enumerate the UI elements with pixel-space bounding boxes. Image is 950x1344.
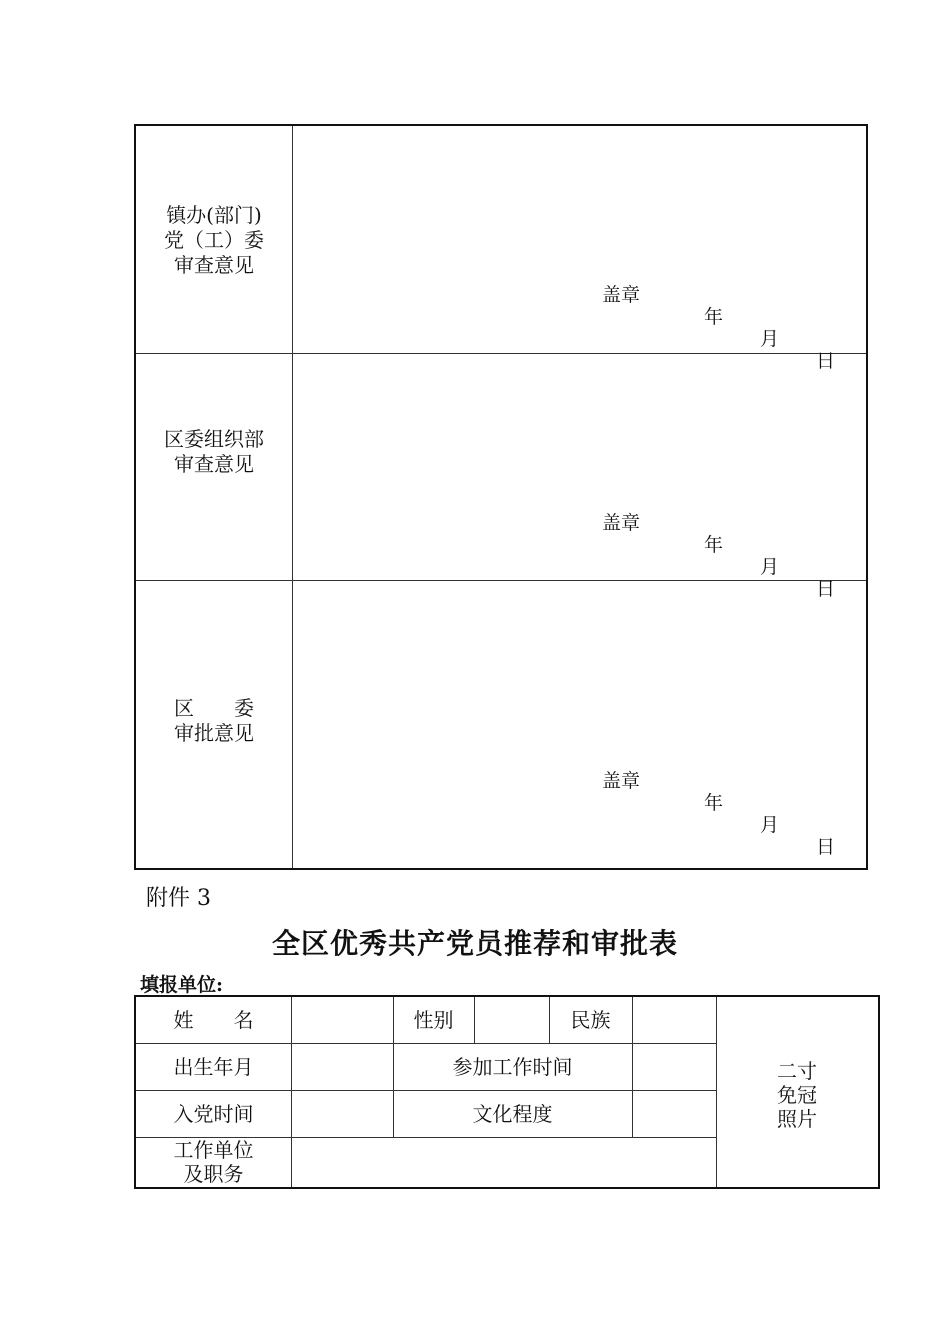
nominee-form-table xyxy=(134,995,880,1189)
review-table xyxy=(134,124,868,870)
stamp-date-line xyxy=(602,744,836,876)
review-row-org-department xyxy=(136,354,866,600)
year-label: 年 xyxy=(704,306,724,328)
birth-label-text: 出生年月 xyxy=(173,1054,254,1079)
photo-placeholder xyxy=(716,997,878,1187)
review-label xyxy=(136,126,293,353)
day-label: 日 xyxy=(816,836,836,858)
label-line: 审批意见 xyxy=(174,720,254,745)
label-line: 区 委 xyxy=(174,695,254,720)
day-label: 日 xyxy=(816,578,836,600)
month-label: 月 xyxy=(760,328,780,350)
label-line: 镇办(部门) xyxy=(166,203,262,227)
month-label: 月 xyxy=(760,556,780,578)
year-label: 年 xyxy=(704,792,724,814)
ethnicity-label-text: 民族 xyxy=(570,1008,611,1032)
education-label xyxy=(393,1090,632,1137)
education-value-field[interactable] xyxy=(632,1090,716,1137)
label-line: 照片 xyxy=(777,1107,817,1131)
attachment-label: 附件 3 xyxy=(146,886,211,911)
gender-label-text: 性别 xyxy=(413,1008,454,1032)
label-line: 区委组织部 xyxy=(164,427,264,451)
month-label: 月 xyxy=(760,814,780,836)
label-line: 免冠 xyxy=(777,1083,817,1107)
work-start-value-field[interactable] xyxy=(632,1043,716,1090)
review-label xyxy=(136,354,293,580)
label-line: 党（工）委 xyxy=(164,228,264,252)
label-line: 二寸 xyxy=(777,1059,817,1083)
review-label xyxy=(136,581,293,868)
birth-value-field[interactable] xyxy=(291,1043,393,1090)
join-party-label xyxy=(136,1090,291,1137)
education-label-text: 文化程度 xyxy=(472,1101,553,1126)
day-label: 日 xyxy=(816,350,836,372)
stamp-label: 盖章 xyxy=(602,770,641,792)
gender-value-field[interactable] xyxy=(474,997,549,1043)
name-label-text: 姓 名 xyxy=(173,1008,254,1032)
workplace-value-field[interactable] xyxy=(291,1137,716,1187)
label-line: 审查意见 xyxy=(174,253,254,277)
review-row-town-party-committee xyxy=(136,126,866,372)
ethnicity-label xyxy=(549,997,632,1043)
birth-label xyxy=(136,1043,291,1090)
work-start-label xyxy=(393,1043,632,1090)
label-line: 及职务 xyxy=(183,1162,244,1186)
fill-unit-label: 填报单位: xyxy=(140,974,224,996)
stamp-label: 盖章 xyxy=(602,284,641,306)
label-line: 工作单位 xyxy=(173,1138,254,1162)
join-party-label-text: 入党时间 xyxy=(173,1101,254,1126)
ethnicity-value-field[interactable] xyxy=(632,997,716,1043)
name-label xyxy=(136,997,291,1043)
year-label: 年 xyxy=(704,534,724,556)
form-title: 全区优秀共产党员推荐和审批表 xyxy=(271,927,678,960)
name-value-field[interactable] xyxy=(291,997,393,1043)
workplace-label xyxy=(136,1137,291,1187)
gender-label xyxy=(393,997,474,1043)
stamp-label: 盖章 xyxy=(602,512,641,534)
work-start-label-text: 参加工作时间 xyxy=(452,1054,573,1079)
label-line: 审查意见 xyxy=(174,452,254,476)
join-party-value-field[interactable] xyxy=(291,1090,393,1137)
review-row-district-committee xyxy=(136,581,866,868)
